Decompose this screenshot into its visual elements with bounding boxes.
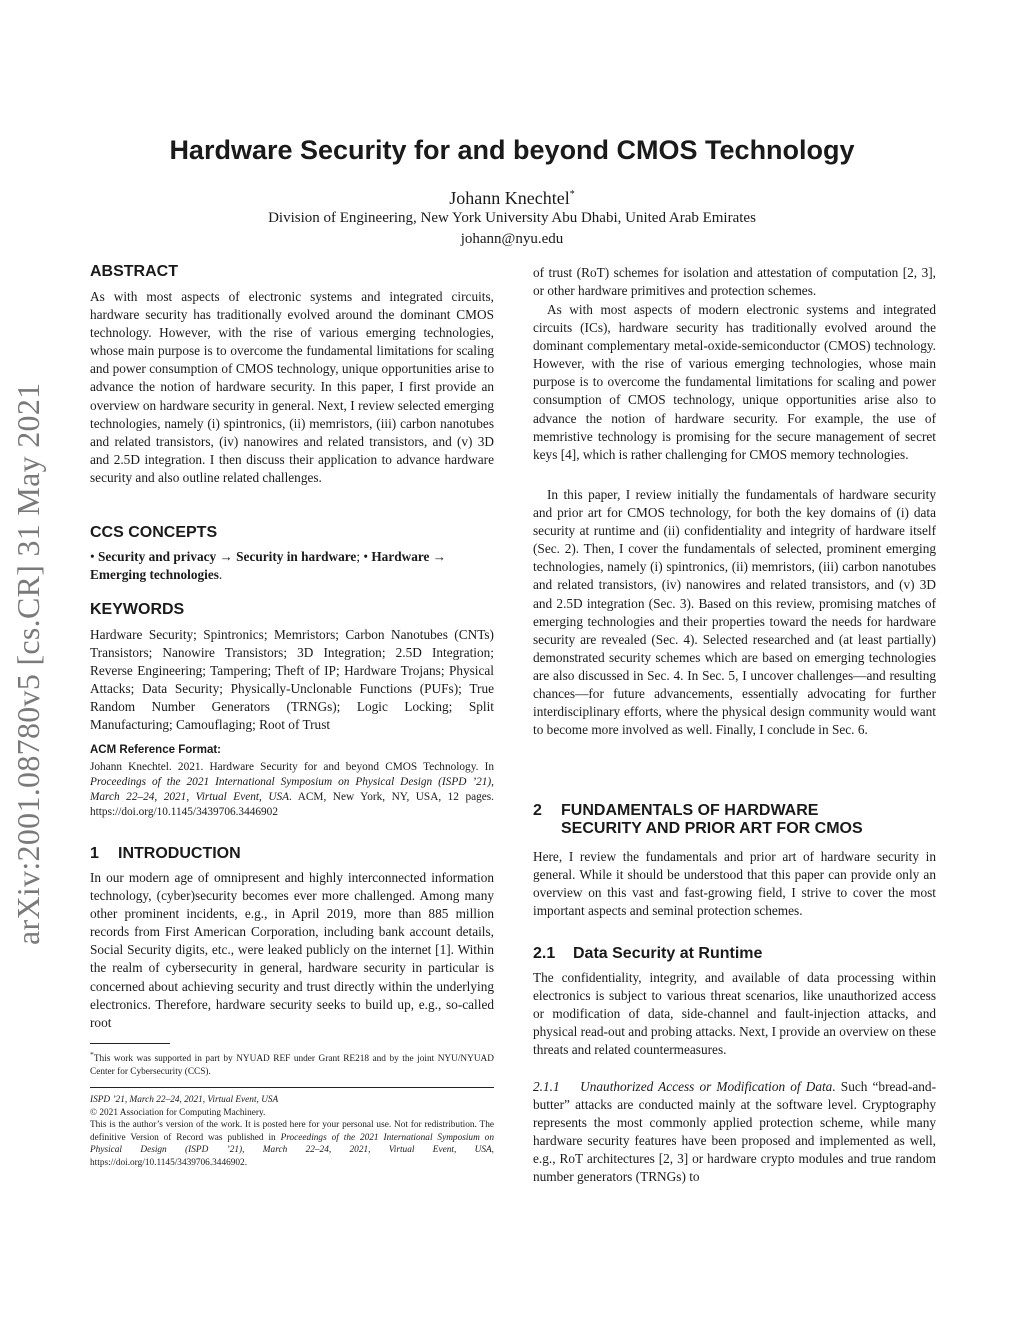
arxiv-identifier: arXiv:2001.08780v5 [cs.CR] 31 May 2021 <box>10 382 46 945</box>
author-line <box>0 188 1024 209</box>
paper-title: Hardware Security for and beyond CMOS Technology <box>169 135 855 165</box>
footnote <box>90 1049 494 1078</box>
author-footnote-mark: * <box>569 189 575 200</box>
copyright-notice <box>90 1119 494 1169</box>
sec21-number: 2.1 <box>533 945 556 962</box>
copyright-block <box>90 1094 494 1170</box>
copyright-rule <box>90 1087 494 1088</box>
copyright-venue-text: ISPD ’21, March 22–24, 2021, Virtual Event, USA <box>90 1095 279 1105</box>
ccs-separator: ; <box>356 549 361 564</box>
abstract-text: As with most aspects of electronic systems and integrated circuits, hardware security has traditionally evolved around the dominant CMOS technology. However, with the rise of various emerging technologies, whose main purpose is to overcome the fundamental limitations for scaling and power consumption of CMOS technology, unique opportunities arise to advance the notion of hardware security. In this paper, I first provide an overview on hardware security in general. Next, I review selected emerging technologies, namely (i) spintronics, (ii) memristors, (iii) carbon nanotubes and related transistors, (iv) nanowires and related transistors, and (v) 3D and 2.5D integration. I then discuss their application to advance hardware security and also outline related challenges. <box>90 289 494 485</box>
author-name: Johann Knechtel <box>449 188 570 208</box>
right-paragraph-1: of trust (RoT) schemes for isolation and attestation of computation [2, 3], or other hardware primitives and protection schemes. <box>533 265 936 299</box>
footnote-rule <box>90 1043 170 1044</box>
ccs-concept-3: Hardware <box>371 549 430 564</box>
ccs-arrow-1: → <box>219 549 233 564</box>
copyright-notice-1: This is the author’s version of the work. It is posted here for your personal use. Not for redistribution. The definitive Version of Record was published in <box>90 1120 494 1143</box>
sec2-heading-line1: FUNDAMENTALS OF HARDWARE <box>561 802 819 819</box>
copyright-notice-2: , https://doi.org/10.1145/3439706.3446902. <box>90 1145 494 1168</box>
copyright-venue <box>90 1094 494 1107</box>
ccs-bullet: • <box>90 549 95 564</box>
acm-ref-part2: . ACM, New York, NY, USA, 12 pages. https://doi.org/10.1145/3439706.3446902 <box>90 791 494 818</box>
footnote-mark: * <box>90 1050 94 1059</box>
copyright-line: © 2021 Association for Computing Machinery. <box>90 1107 266 1118</box>
author-email[interactable]: johann@nyu.edu <box>460 231 564 247</box>
ccs-bullet-2: • <box>363 549 368 564</box>
keywords-heading: KEYWORDS <box>90 601 185 618</box>
acm-ref-part1: Johann Knechtel. 2021. Hardware Security for and beyond CMOS Technology. In <box>90 761 494 773</box>
sec21-text: The confidentiality, integrity, and available of data processing within electronics is subject to various threat scenarios, like unauthorized access or modification of data, side-channel and fault-injection attacks, and physical read-out and probing attacks. Next, I provide an overview on these threats and related countermeasures. <box>533 970 936 1058</box>
sec211-text: Such “bread-and-butter” attacks are conducted mainly at the software level. Cryptography represents the most commonly applied protection scheme, while many hardware security features have been proposed and implemented as well, e.g., RoT architectures [2, 3] or hardware crypto modules and true random number generators (TRNGs) to <box>533 1079 937 1185</box>
sec21-title: Data Security at Runtime <box>573 945 763 962</box>
ccs-concept-4: Emerging technologies <box>90 567 219 583</box>
ccs-arrow-2: → <box>432 549 447 564</box>
acm-ref-heading: ACM Reference Format: <box>90 744 221 756</box>
abstract-heading: ABSTRACT <box>90 263 178 280</box>
right-paragraph-3: In this paper, I review initially the fundamentals of hardware security and prior art for CMOS technology, for both the key domains of (i) data security at runtime and (ii) confidentiality and integrity of hardware itself (Sec. 2). Then, I cover the fundamentals of selected, prominent emerging technologies, namely (i) spintronics, (ii) memristors, (iii) carbon nanotubes and related transistors, (iv) nanowires and related transistors, and (v) 3D and 2.5D integration (Sec. 3). Based on this review, promising matches of emerging technologies and their properties toward the needs for hardware security are revealed (Sec. 4). Selected researched and (at least partially) demonstrated security schemes which are based on emerging technologies are also discussed in Sec. 4. In Sec. 5, I uncover challenges—and resulting chances—for future advancements, essentially advocating for further interdisciplinary efforts, where the physical design community would want to become more involved as well. Finally, I conclude in Sec. 6. <box>533 487 936 738</box>
acm-ref-proceedings: Proceedings of the 2021 International Symposium on Physical Design (ISPD ’21), March 22–24, 2021, Virtual Event, USA <box>90 776 494 803</box>
ccs-heading: CCS CONCEPTS <box>90 524 218 541</box>
sec211-number: 2.1.1 <box>533 1079 560 1094</box>
keywords-text: Hardware Security; Spintronics; Memristors; Carbon Nanotubes (CNTs) Transistors; Nanowire Transistors; 3D Integration; 2.5D Integration; Reverse Engineering; Tampering; Theft of IP; Hardware Trojans; Physical Attacks; Data Security; Physically-Unclonable Functions (PUFs); True Random Number Generators (TRNGs); Logic Locking; Split Manufacturing; Camouflaging; Root of Trust <box>90 627 494 733</box>
acm-ref-text <box>90 760 494 820</box>
ccs-concept-1: Security and privacy <box>97 549 217 564</box>
sec2-heading-line2: SECURITY AND PRIOR ART FOR CMOS <box>561 820 863 837</box>
ccs-end: . <box>218 567 223 583</box>
intro-text: In our modern age of omnipresent and highly interconnected information technology, (cyber)security becomes ever more challenged. Among many other prominent incidents, e.g., in April 2019, more than 885 million records from First American Corporation, including bank account details, Social Security digits, etc., were leaked publicly on the internet [1]. Within the realm of cybersecurity in general, hardware security in particular is concerned about achieving security and trust directly within the underlying electronics. Therefore, hardware security seeks to build up, e.g., so-called root <box>90 870 494 1030</box>
intro-title: INTRODUCTION <box>118 845 241 862</box>
intro-number: 1 <box>90 845 99 862</box>
affiliation: Division of Engineering, New York University Abu Dhabi, United Arab Emirates <box>268 210 756 226</box>
sec211-paragraph <box>533 1078 936 1187</box>
ccs-concept-2: Security in hardware <box>236 549 357 564</box>
intro-heading <box>90 845 241 863</box>
sec2-heading <box>533 802 936 838</box>
copyright-notice-italic: Proceedings of the 2021 International Symposium on Physical Design (ISPD ’21), March 22–24, 2021, Virtual Event, USA <box>90 1132 494 1156</box>
right-paragraph-2: As with most aspects of modern electronic systems and integrated circuits (ICs), hardware security has traditionally evolved around the dominant complementary metal-oxide-semiconductor (CMOS) technology. However, with the rise of various emerging technologies, whose main purpose is to overcome the fundamental limitations for scaling and power consumption of CMOS technology, unique opportunities arise also to advance the notion of hardware security. For example, the use of memristive technology is promising for the secure management of secret keys [4], which is rather challenging for CMOS memory technologies. <box>533 302 936 462</box>
sec2-text: Here, I review the fundamentals and prior art of hardware security in general. While it should be understood that this paper can provide only an overview on this vast and fast-growing field, I strive to cover the most important aspects and seminal protection schemes. <box>533 849 936 919</box>
footnote-text: This work was supported in part by NYUAD REF under Grant RE218 and by the joint NYU/NYUAD Center for Cybersecurity (CCS). <box>90 1054 494 1077</box>
sec21-heading <box>533 945 762 963</box>
ccs-concepts <box>90 548 494 584</box>
sec211-heading: Unauthorized Access or Modification of Data. <box>580 1079 836 1094</box>
sec2-number: 2 <box>533 802 542 819</box>
